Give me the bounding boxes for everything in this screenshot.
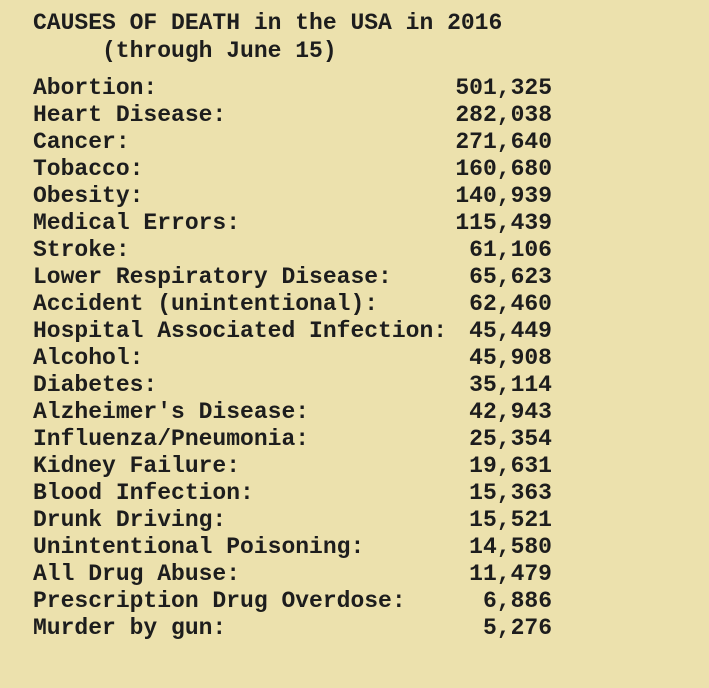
death-count: 65,623 bbox=[469, 264, 552, 290]
cause-label: Obesity: bbox=[33, 183, 144, 209]
cause-label: Blood Infection: bbox=[33, 480, 254, 506]
table-row bbox=[33, 345, 552, 372]
cause-label: Kidney Failure: bbox=[33, 453, 241, 479]
cause-label: Cancer: bbox=[33, 129, 130, 155]
table-row bbox=[33, 183, 552, 210]
cause-label: Medical Errors: bbox=[33, 210, 241, 236]
death-count: 45,449 bbox=[469, 318, 552, 344]
table-row bbox=[33, 75, 552, 102]
death-count: 115,439 bbox=[455, 210, 552, 236]
cause-label: Murder by gun: bbox=[33, 615, 227, 641]
death-count: 282,038 bbox=[455, 102, 552, 128]
title-line-1: CAUSES OF DEATH in the USA in 2016 bbox=[33, 10, 503, 36]
death-count: 271,640 bbox=[455, 129, 552, 155]
cause-label: Heart Disease: bbox=[33, 102, 227, 128]
table-row bbox=[33, 399, 552, 426]
table-row bbox=[33, 210, 552, 237]
death-count: 6,886 bbox=[482, 588, 552, 614]
table-row bbox=[33, 426, 552, 453]
cause-label: Unintentional Poisoning: bbox=[33, 534, 365, 560]
table-row bbox=[33, 561, 552, 588]
table-row bbox=[33, 129, 552, 156]
death-count: 11,479 bbox=[469, 561, 552, 587]
cause-label: Tobacco: bbox=[33, 156, 144, 182]
death-count: 140,939 bbox=[455, 183, 552, 209]
death-count: 160,680 bbox=[455, 156, 552, 182]
title-line-2: (through June 15) bbox=[102, 38, 337, 64]
table-row bbox=[33, 156, 552, 183]
death-count: 5,276 bbox=[482, 615, 552, 641]
table-row bbox=[33, 102, 552, 129]
death-causes-list bbox=[33, 75, 552, 642]
death-count: 61,106 bbox=[469, 237, 552, 263]
death-count: 35,114 bbox=[469, 372, 552, 398]
table-row bbox=[33, 588, 552, 615]
death-count: 42,943 bbox=[469, 399, 552, 425]
cause-label: Accident (unintentional): bbox=[33, 291, 379, 317]
death-count: 501,325 bbox=[455, 75, 552, 101]
death-count: 25,354 bbox=[469, 426, 552, 452]
cause-label: Stroke: bbox=[33, 237, 130, 263]
table-row bbox=[33, 480, 552, 507]
death-count: 62,460 bbox=[469, 291, 552, 317]
cause-label: Prescription Drug Overdose: bbox=[33, 588, 406, 614]
table-row bbox=[33, 372, 552, 399]
table-row bbox=[33, 318, 552, 345]
death-count: 14,580 bbox=[469, 534, 552, 560]
death-count: 19,631 bbox=[469, 453, 552, 479]
table-row bbox=[33, 237, 552, 264]
cause-label: Alcohol: bbox=[33, 345, 144, 371]
cause-label: Diabetes: bbox=[33, 372, 158, 398]
table-row bbox=[33, 507, 552, 534]
cause-label: Abortion: bbox=[33, 75, 158, 101]
table-row bbox=[33, 534, 552, 561]
death-count: 15,521 bbox=[469, 507, 552, 533]
death-count: 45,908 bbox=[469, 345, 552, 371]
cause-label: Hospital Associated Infection: bbox=[33, 318, 448, 344]
cause-label: Influenza/Pneumonia: bbox=[33, 426, 310, 452]
cause-label: Lower Respiratory Disease: bbox=[33, 264, 392, 290]
table-row bbox=[33, 291, 552, 318]
cause-label: All Drug Abuse: bbox=[33, 561, 241, 587]
table-row bbox=[33, 615, 552, 642]
table-row bbox=[33, 264, 552, 291]
page-title bbox=[33, 9, 709, 65]
death-count: 15,363 bbox=[469, 480, 552, 506]
cause-label: Drunk Driving: bbox=[33, 507, 227, 533]
cause-label: Alzheimer's Disease: bbox=[33, 399, 310, 425]
table-row bbox=[33, 453, 552, 480]
